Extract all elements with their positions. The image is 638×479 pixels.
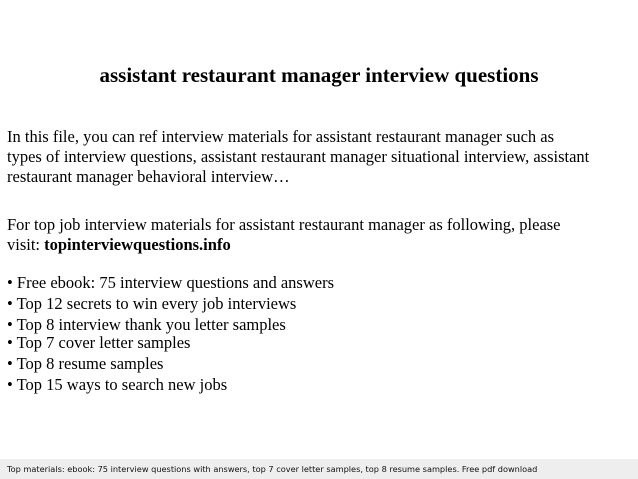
intro-paragraph [7,127,635,187]
list-item: • Top 8 interview thank you letter samples [7,315,286,334]
list-item: • Top 15 ways to search new jobs [7,375,228,394]
website-link[interactable]: topinterviewquestions.info [44,235,231,254]
materials-paragraph [7,215,635,255]
visit-label: visit: [7,235,45,254]
list-item: • Top 8 resume samples [7,354,164,373]
materials-list [7,272,334,395]
list-item: • Free ebook: 75 interview questions and answers [7,273,334,292]
page-title: assistant restaurant manager interview questions [99,63,539,87]
list-item: • Top 12 secrets to win every job interviews [7,294,297,313]
list-item: • Top 7 cover letter samples [7,333,191,352]
intro-line: In this file, you can ref interview materials for assistant restaurant manager such as [7,127,555,146]
intro-line: restaurant manager behavioral interview… [7,167,290,186]
materials-visit-line [7,235,635,255]
materials-line: For top job interview materials for assistant restaurant manager as following, please [7,215,561,234]
footer-bar: Top materials: ebook: 75 interview questions with answers, top 7 cover letter samples, top 8 resume samples. Free pdf download [0,459,638,479]
intro-line: types of interview questions, assistant restaurant manager situational interview, assistant [7,147,590,166]
